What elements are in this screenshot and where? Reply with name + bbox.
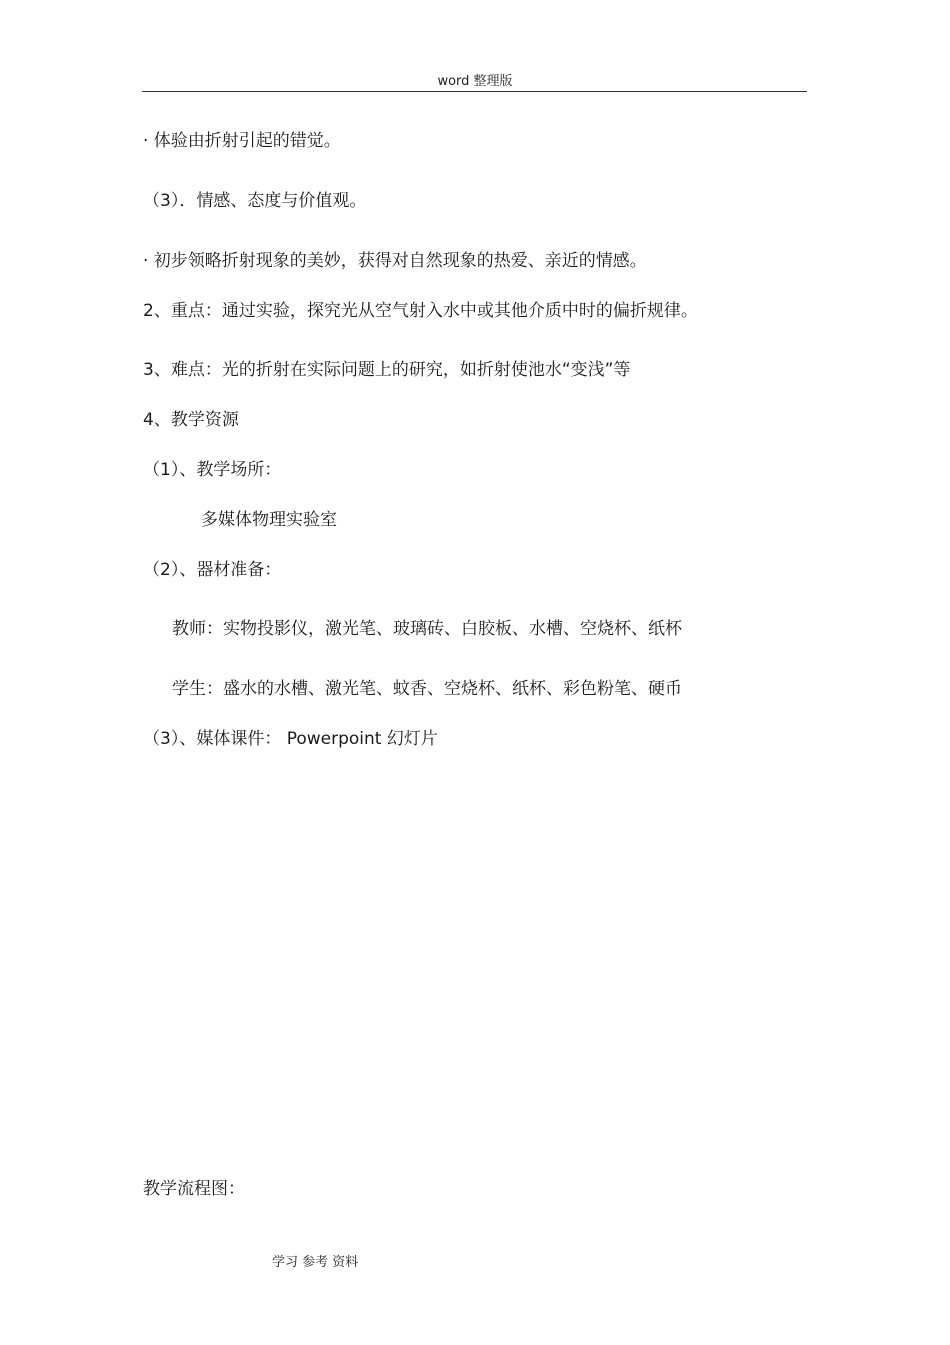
body-line-teacher-equipment: 教师：实物投影仪，激光笔、玻璃砖、白胶板、水槽、空烧杯、纸杯 <box>172 619 682 639</box>
body-line-equipment-heading: （2）、器材准备： <box>143 560 282 580</box>
body-line-student-equipment: 学生：盛水的水槽、激光笔、蚊香、空烧杯、纸杯、彩色粉笔、硬币 <box>172 679 682 699</box>
header-divider <box>142 91 807 92</box>
page-header: word 整理版 <box>437 74 513 89</box>
body-line-key-point: 2、重点：通过实验，探究光从空气射入水中或其他介质中时的偏折规律。 <box>143 301 698 321</box>
body-line-venue-heading: （1）、教学场所： <box>143 460 282 480</box>
body-line-venue: 多媒体物理实验室 <box>201 510 337 530</box>
body-line-bullet-beauty: · 初步领略折射现象的美妙，获得对自然现象的热爱、亲近的情感。 <box>143 251 647 271</box>
body-line-resources-heading: 4、教学资源 <box>143 410 239 430</box>
body-line-difficulty: 3、难点：光的折射在实际问题上的研究，如折射使池水“变浅”等 <box>143 360 631 380</box>
body-line-media: （3）、媒体课件： Powerpoint 幻灯片 <box>143 729 438 749</box>
body-line-emotion-heading: （3）．情感、态度与价值观。 <box>143 191 367 211</box>
body-line-bullet-illusion: · 体验由折射引起的错觉。 <box>143 131 341 151</box>
page-footer: 学习 参考 资料 <box>272 1255 359 1270</box>
body-line-flowchart-heading: 教学流程图： <box>143 1179 245 1199</box>
